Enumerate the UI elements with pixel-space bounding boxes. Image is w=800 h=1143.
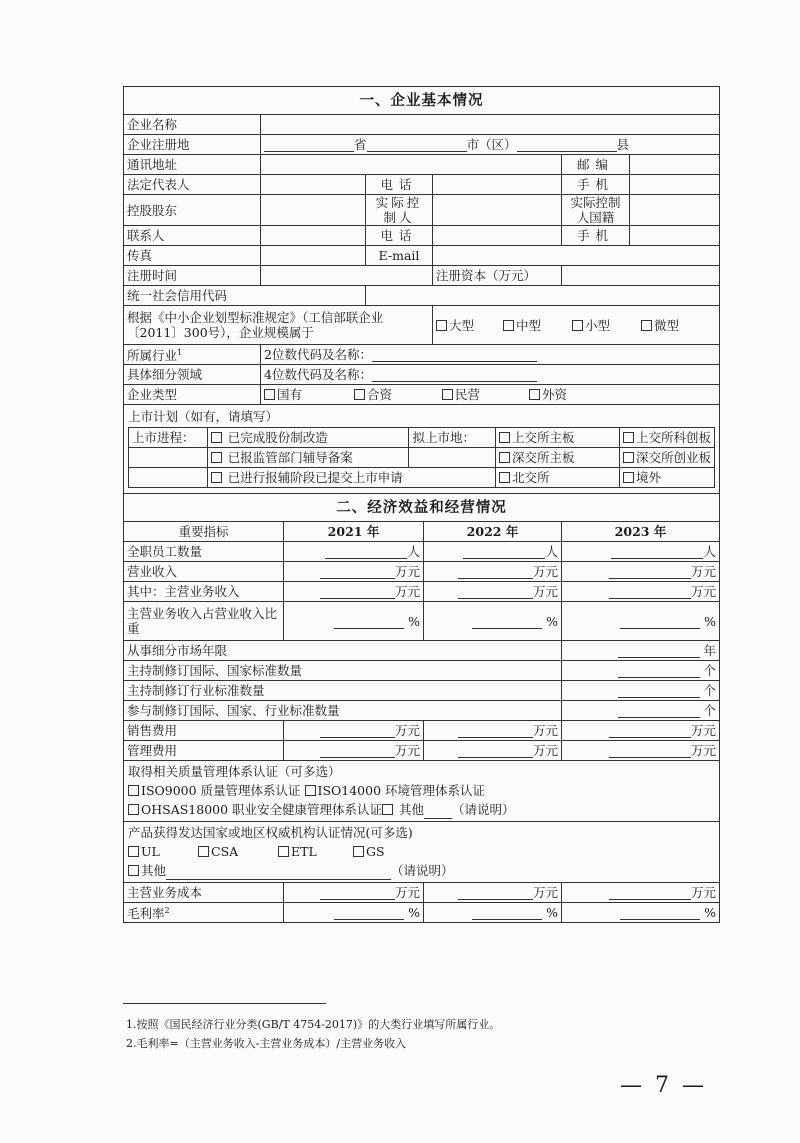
contact-field[interactable] [261,226,366,246]
main-cost-2023[interactable]: 万元 [562,883,720,903]
gross-2022[interactable]: % [424,903,562,923]
years-label: 从事细分市场年限 [124,641,562,661]
main-share-2023[interactable]: % [562,602,720,641]
industry-field[interactable] [261,345,720,365]
employees-2023[interactable]: 人 [562,542,720,562]
checkbox-icon [442,389,453,400]
checkbox-icon [623,452,634,463]
credit-code-label: 统一社会信用代码 [124,286,366,306]
footnote-1: 1.按照《国民经济行业分类(GB/T 4754-2017)》的大类行业填写所属行业。 [126,1018,501,1031]
checkbox-icon [278,846,289,857]
checkbox-icon [572,320,583,331]
year-2022-header: 2022 年 [424,522,562,542]
checkbox-icon [198,846,209,857]
fax-label: 传真 [124,246,261,266]
ind-std-label: 主持制修订行业标准数量 [124,681,562,701]
main-cost-2021[interactable]: 万元 [284,883,424,903]
year-2023-header: 2023 年 [562,522,720,542]
reg-capital-field[interactable] [562,266,720,286]
city-label: 市（区） [466,137,517,152]
main-share-2022[interactable]: % [424,602,562,641]
main-cost-2022[interactable]: 万元 [424,883,562,903]
scale-question: 根据《中小企业划型标准规定》（工信部联企业〔2011〕300号），企业规模属于 [124,306,433,345]
employees-2021[interactable]: 人 [284,542,424,562]
main-revenue-2021[interactable]: 万元 [284,582,424,602]
checkbox-icon [264,389,275,400]
footnote-divider [123,1003,326,1004]
checkbox-icon [623,432,634,443]
listing-plan-block [124,405,720,494]
reg-place-field[interactable] [261,135,720,155]
controller-field[interactable] [433,195,562,226]
year-2021-header: 2021 年 [284,522,424,542]
mobile-label-2: 手机 [562,226,630,246]
progress-option-1[interactable]: 已完成股份制改造 [207,428,409,448]
planned-market-label: 拟上市地： [409,428,496,448]
intl-std-label: 主持制修订国际、国家标准数量 [124,661,562,681]
legal-rep-label: 法定代表人 [124,175,261,195]
part-std-field[interactable]: 个 [562,701,720,721]
product-cert-block [124,822,720,883]
intl-std-field[interactable]: 个 [562,661,720,681]
checkbox-icon [503,320,514,331]
fax-field[interactable] [261,246,366,266]
main-revenue-2022[interactable]: 万元 [424,582,562,602]
ind-std-field[interactable]: 个 [562,681,720,701]
checkbox-icon [305,785,316,796]
sales-cost-2023[interactable]: 万元 [562,721,720,741]
page-number: — 7 — [620,1073,707,1098]
application-form [123,86,719,923]
market-option-4[interactable]: 深交所创业板 [620,448,715,468]
email-field[interactable] [433,246,720,266]
checkbox-icon [211,432,222,443]
checkbox-icon [382,804,393,815]
address-field[interactable] [261,155,562,175]
contact-label: 联系人 [124,226,261,246]
sales-cost-2022[interactable]: 万元 [424,721,562,741]
reg-capital-label: 注册资本（万元） [433,266,562,286]
mobile-field-2[interactable] [630,226,720,246]
sales-cost-2021[interactable]: 万元 [284,721,424,741]
mobile-field-1[interactable] [630,175,720,195]
checkbox-icon [128,865,139,876]
reg-time-label: 注册时间 [124,266,261,286]
cert-gs[interactable]: GS [353,842,385,861]
type-options [261,385,720,405]
checkbox-icon [641,320,652,331]
checkbox-icon [128,804,139,815]
cert-etl[interactable]: ETL [278,842,353,861]
checkbox-icon [623,472,634,483]
type-label: 企业类型 [124,385,261,405]
checkbox-icon [354,389,365,400]
type-private[interactable]: 民营 [442,387,529,402]
economic-table [123,494,720,923]
product-cert-title: 产品获得发达国家或地区权威机构认证情况(可多选) [128,825,413,840]
checkbox-icon [211,452,222,463]
quality-iso14000[interactable]: ISO14000 环境管理体系认证 [305,783,486,798]
mgmt-cost-2021[interactable]: 万元 [284,741,424,761]
credit-code-field[interactable] [366,286,720,306]
employees-2022[interactable]: 人 [424,542,562,562]
listing-options [128,427,715,488]
segment-field[interactable] [261,365,720,385]
revenue-2021[interactable]: 万元 [284,562,424,582]
company-name-field[interactable] [261,115,720,135]
industry-label: 所属行业$^1$ [124,345,261,365]
section1-title: 一、企业基本情况 [124,87,720,115]
gross-label: 毛利率$^2$ [124,903,284,923]
county-label: 县 [616,137,630,152]
market-option-1[interactable]: 上交所主板 [496,428,620,448]
revenue-2022[interactable]: 万元 [424,562,562,582]
quality-ohsas18000[interactable]: OHSAS18000 职业安全健康管理体系认证 [128,802,382,817]
mgmt-cost-2022[interactable]: 万元 [424,741,562,761]
market-option-3[interactable]: 深交所主板 [496,448,620,468]
legal-rep-field[interactable] [261,175,366,195]
main-share-2021[interactable]: % [284,602,424,641]
footnote-2: 2.毛利率=（主营业务收入-主营业务成本）/主营业务收入 [126,1037,407,1050]
province-label: 省 [354,137,367,152]
main-revenue-2023[interactable]: 万元 [562,582,720,602]
progress-option-3[interactable]: 已进行报辅阶段已提交上市申请 [207,468,495,488]
gross-2023[interactable]: % [562,903,720,923]
enterprise-table [123,86,720,494]
main-revenue-label: 其中：主营业务收入 [124,582,284,602]
shareholder-field[interactable] [261,195,366,226]
checkbox-icon [436,320,447,331]
indicator-header: 重要指标 [124,522,284,542]
market-option-5[interactable]: 北交所 [496,468,620,488]
controller-label: 实际控制人 [366,195,433,226]
reg-time-field[interactable] [261,266,433,286]
quality-iso9000[interactable]: ISO9000 质量管理体系认证 [128,783,301,798]
progress-option-2[interactable]: 已报监管部门辅导备案 [207,448,409,468]
company-name-label: 企业名称 [124,115,261,135]
sales-cost-label: 销售费用 [124,721,284,741]
revenue-label: 营业收入 [124,562,284,582]
checkbox-icon [499,472,510,483]
type-jv[interactable]: 合资 [354,387,442,402]
section2-title: 二、经济效益和经营情况 [124,494,720,522]
mgmt-cost-label: 管理费用 [124,741,284,761]
segment-label: 具体细分领域 [124,365,261,385]
mobile-label-1: 手机 [562,175,630,195]
quality-cert-title: 取得相关质量管理体系认证（可多选） [128,764,341,779]
scale-micro[interactable]: 微型 [641,318,679,333]
main-cost-label: 主营业务成本 [124,883,284,903]
footnote-ref: 2 [164,906,170,916]
scale-small[interactable]: 小型 [572,318,641,333]
scale-options [433,306,720,345]
industry-code-label: 2位数代码及名称： [264,347,372,362]
type-state[interactable]: 国有 [264,387,354,402]
controller-nationality-field[interactable] [630,195,720,226]
shareholder-label: 控股股东 [124,195,261,226]
postcode-field[interactable] [630,155,720,175]
postcode-label: 邮编 [562,155,630,175]
checkbox-icon [128,846,139,857]
scale-medium[interactable]: 中型 [503,318,572,333]
cert-other[interactable]: 其他 （请说明） [128,861,715,880]
address-label: 通讯地址 [124,155,261,175]
checkbox-icon [529,389,540,400]
phone-label-2: 电话 [366,226,433,246]
type-foreign[interactable]: 外资 [529,387,567,402]
employees-label: 全职员工数量 [124,542,284,562]
revenue-2023[interactable]: 万元 [562,562,720,582]
checkbox-icon [499,452,510,463]
market-option-6[interactable]: 境外 [620,468,715,488]
email-label: E-mail [366,246,433,266]
checkbox-icon [211,472,222,483]
mgmt-cost-2023[interactable]: 万元 [562,741,720,761]
segment-code-label: 4位数代码及名称： [264,367,372,382]
reg-place-label: 企业注册地 [124,135,261,155]
part-std-label: 参与制修订国际、国家、行业标准数量 [124,701,562,721]
checkbox-icon [499,432,510,443]
controller-nationality-label: 实际控制人国籍 [562,195,630,226]
listing-progress-label: 上市进程： [129,428,208,448]
cert-ul[interactable]: UL [128,842,198,861]
main-share-label: 主营业务收入占营业收入比重 [124,602,284,641]
checkbox-icon [128,785,139,796]
phone-field-1[interactable] [433,175,562,195]
phone-label-1: 电话 [366,175,433,195]
market-option-2[interactable]: 上交所科创板 [620,428,715,448]
years-field[interactable]: 年 [562,641,720,661]
phone-field-2[interactable] [433,226,562,246]
scale-large[interactable]: 大型 [436,318,503,333]
listing-plan-label: 上市计划（如有，请填写） [128,409,279,424]
quality-other[interactable]: 其他 （请说明） [382,802,515,817]
quality-cert-block [124,761,720,822]
checkbox-icon [353,846,364,857]
footnote-ref: 1 [177,348,183,358]
cert-csa[interactable]: CSA [198,842,278,861]
gross-2021[interactable]: % [284,903,424,923]
